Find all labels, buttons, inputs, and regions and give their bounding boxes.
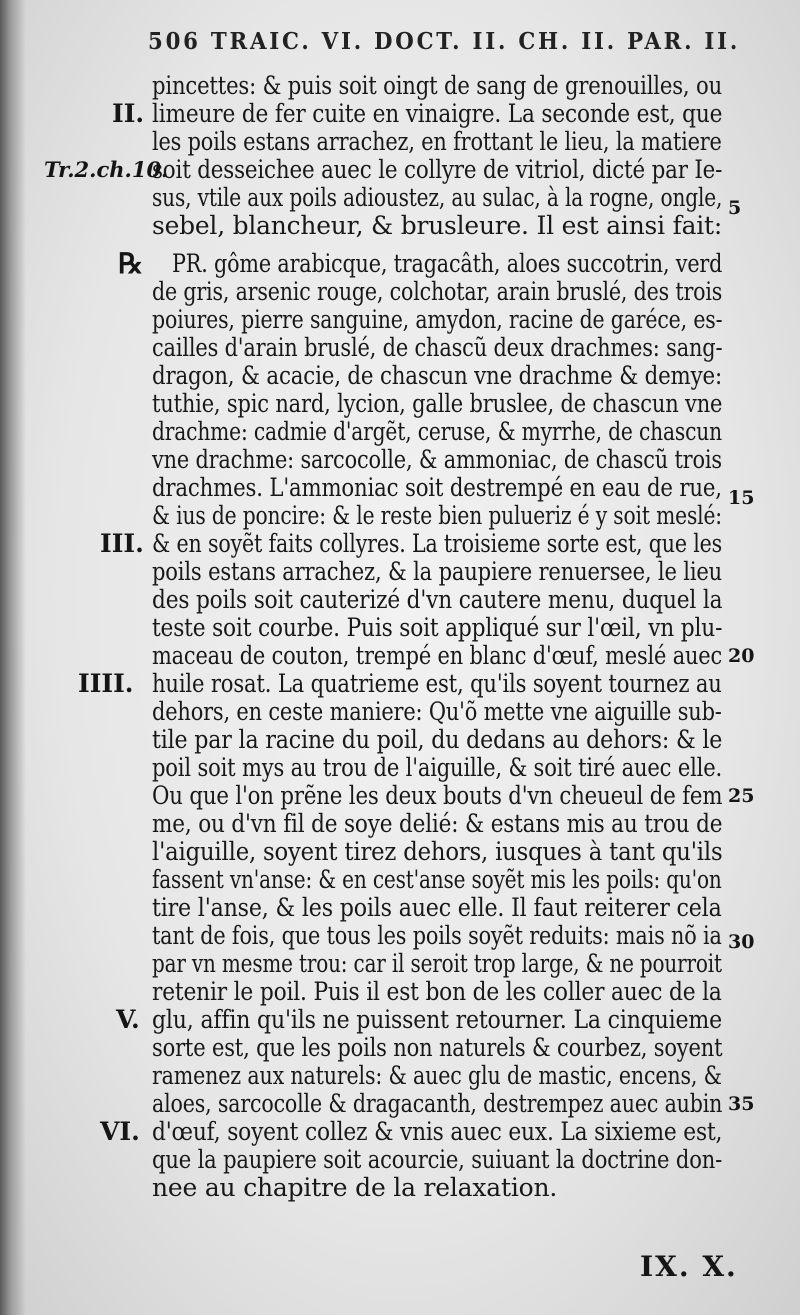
catchword: IX. X.	[640, 1250, 738, 1283]
text-line: soit desseichee auec le collyre de vitriol, dicté par Ie-	[152, 155, 723, 184]
text-line: sus, vtile aux poils adioustez, au sulac, à la rogne, ongle,	[152, 183, 723, 212]
text-line: retenir le poil. Puis il est bon de les coller auec de la	[152, 977, 722, 1006]
text-line: limeure de fer cuite en vinaigre. La seconde est, que	[152, 99, 723, 128]
text-line: glu, affin qu'ils ne puissent retourner. La cinquieme	[152, 1005, 722, 1034]
text-line: teste soit courbe. Puis soit appliqué sur l'œil, vn plu-	[152, 613, 723, 642]
text-line: de gris, arsenic rouge, colchotar, arain bruslé, des trois	[152, 277, 723, 306]
running-head: 506 TRAIC. VI. DOCT. II. CH. II. PAR. II.	[148, 28, 741, 55]
text-line: les poils estans arrachez, en frottant le lieu, la matiere	[152, 127, 722, 156]
text-line: tile par la racine du poil, du dedans au dehors: & le	[152, 725, 723, 754]
line-number: 20	[728, 645, 755, 667]
text-line: poil soit mys au trou de l'aiguille, & soit tiré auec elle.	[152, 753, 723, 782]
text-line: PR. gôme arabicque, tragacâth, aloes succotrin, verd	[172, 249, 723, 278]
text-line: tant de fois, que tous les poils soyẽt reduits: mais nõ ia	[152, 921, 722, 950]
text-line: & en soyẽt faits collyres. La troisieme sorte est, que les	[152, 529, 723, 558]
text-line: pincettes: & puis soit oingt de sang de grenouilles, ou	[152, 71, 723, 100]
text-line: huile rosat. La quatrieme est, qu'ils soyent tournez au	[152, 669, 722, 698]
text-line: me, ou d'vn fil de soye delié: & estans mis au trou de	[152, 809, 723, 838]
line-number: 25	[728, 785, 755, 807]
text-line: d'œuf, soyent collez & vnis auec eux. La sixieme est,	[152, 1117, 723, 1146]
text-line: Ou que l'on prẽne les deux bouts d'vn cheueul de fem	[152, 781, 723, 810]
text-line: drachmes. L'ammoniac soit destrempé en eau de rue,	[152, 473, 722, 502]
text-line: sorte est, que les poils non naturels & courbez, soyent	[152, 1033, 723, 1062]
text-line: par vn mesme trou: car il seroit trop large, & ne pourroit	[152, 949, 722, 978]
text-line: vne drachme: sarcocolle, & ammoniac, de chascũ trois	[152, 445, 722, 474]
text-line: maceau de couton, trempé en blanc d'œuf, meslé auec	[152, 641, 723, 670]
section-marker: IIII.	[78, 669, 134, 698]
text-line: & ius de poncire: & le reste bien pulueriz é y soit meslé:	[152, 501, 722, 530]
text-line: l'aiguille, soyent tirez dehors, iusques à tant qu'ils	[152, 837, 723, 866]
text-line: aloes, sarcocolle & dragacanth, destrempez auec aubin	[152, 1089, 723, 1118]
text-line: des poils soit cauterizé d'vn cautere menu, duquel la	[152, 585, 723, 614]
text-line: tuthie, spic nard, lycion, galle bruslee, de chascun vne	[152, 389, 723, 418]
text-line: sebel, blancheur, & brusleure. Il est ainsi fait:	[152, 211, 723, 240]
text-line: poiures, pierre sanguine, amydon, racine de garéce, es-	[152, 305, 723, 334]
section-marker: V.	[116, 1005, 140, 1034]
text-line: cailles d'arain bruslé, de chascũ deux drachmes: sang-	[152, 333, 723, 362]
line-number: 35	[728, 1093, 755, 1115]
text-line: dragon, & acacie, de chascun vne drachme & demye:	[152, 361, 722, 390]
recipe-symbol: ℞	[118, 247, 144, 280]
section-marker: VI.	[100, 1117, 140, 1146]
text-line: ramenez aux naturels: & auec glu de mastic, encens, &	[152, 1061, 722, 1090]
text-line: fassent vn'anse: & en cest'anse soyẽt mis les poils: qu'on	[152, 865, 722, 894]
text-line: tire l'anse, & les poils auec elle. Il faut reiterer cela	[152, 893, 722, 922]
line-number: 5	[728, 197, 742, 219]
section-marker: II.	[112, 99, 145, 128]
line-number: 30	[728, 931, 755, 953]
line-number: 15	[728, 487, 755, 509]
section-marker: III.	[100, 529, 144, 558]
text-line: drachme: cadmie d'argẽt, ceruse, & myrrhe, de chascun	[152, 417, 722, 446]
text-line: que la paupiere soit acourcie, suiuant la doctrine don-	[152, 1145, 723, 1174]
text-line: poils estans arrachez, & la paupiere renuersee, le lieu	[152, 557, 723, 586]
text-line: dehors, en ceste maniere: Qu'õ mette vne aiguille sub-	[152, 697, 722, 726]
text-line: nee au chapitre de la relaxation.	[152, 1173, 558, 1202]
margin-reference: Tr.2.ch.10.	[44, 157, 169, 182]
